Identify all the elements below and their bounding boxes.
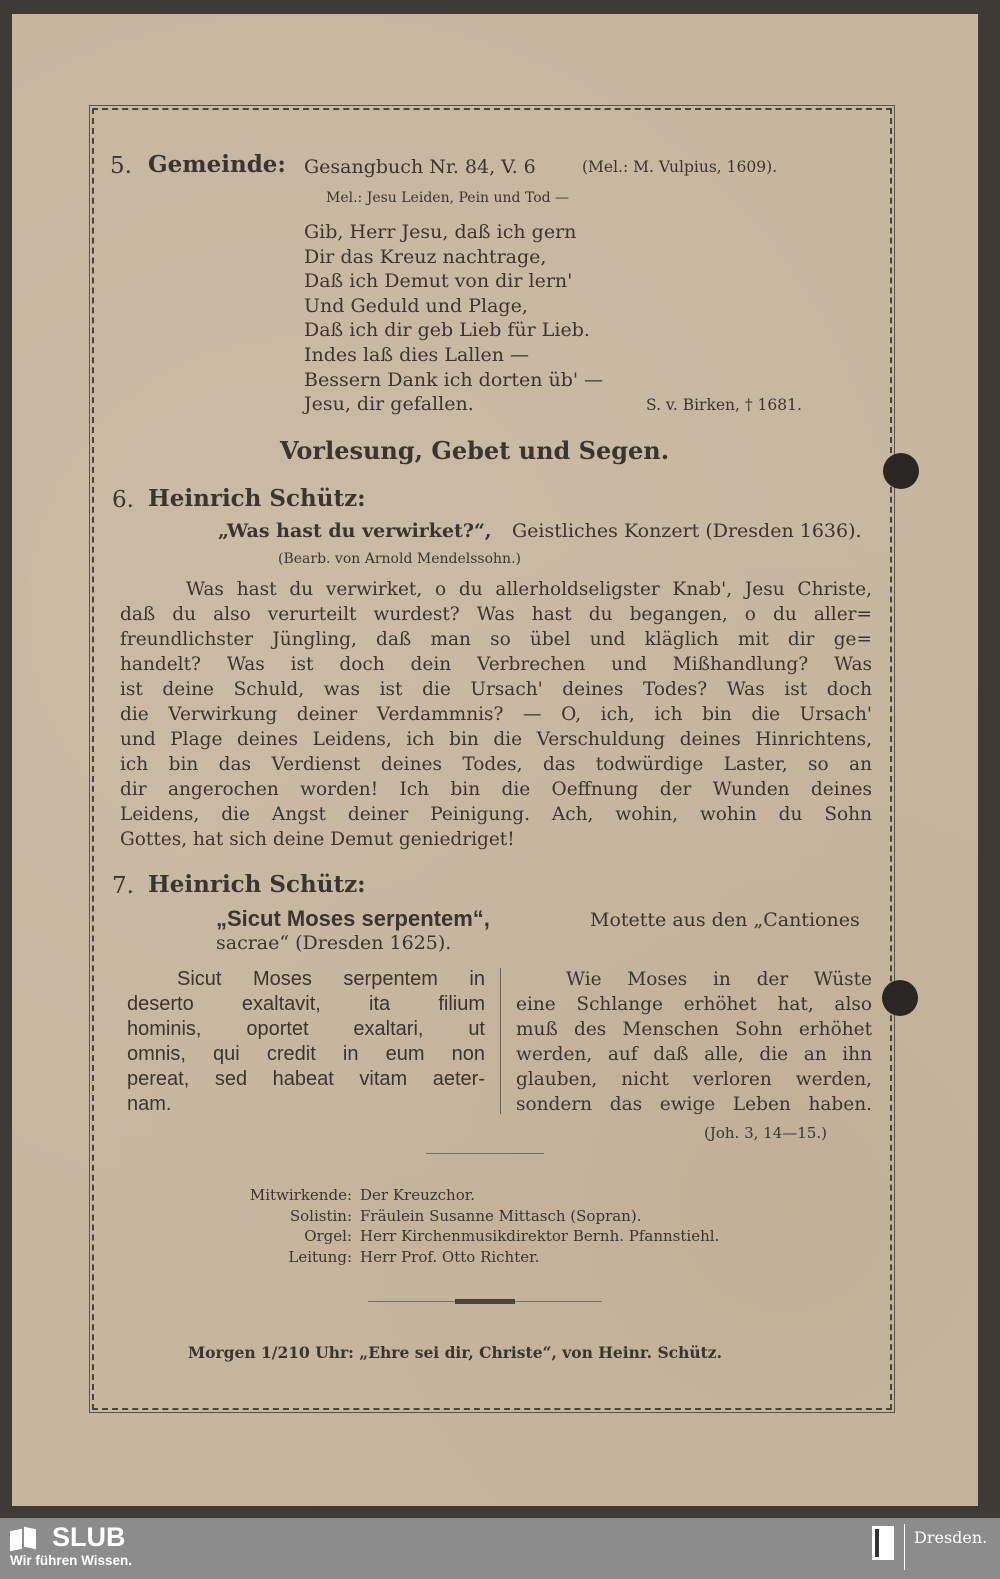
text-line: Was hast du verwirket, o du allerholdseligster Knab', Jesu Christe,	[186, 579, 872, 600]
section6-number: 6.	[112, 487, 134, 513]
section7-heading: Heinrich Schütz:	[148, 871, 366, 898]
text-line: hominis, oportet exaltari, ut	[127, 1018, 485, 1040]
hymn-author: S. v. Birken, † 1681.	[646, 396, 802, 414]
dresden-logo[interactable]: Dresden.	[914, 1528, 988, 1547]
credits	[150, 1185, 719, 1267]
text-line: nam.	[127, 1093, 172, 1115]
slub-logo[interactable]: SLUB	[52, 1522, 126, 1552]
credit-role: Orgel:	[304, 1227, 352, 1245]
divider	[426, 1153, 544, 1154]
credit-name: Herr Kirchenmusikdirektor Bernh. Pfannstiehl.	[360, 1227, 720, 1245]
credit-name: Herr Prof. Otto Richter.	[360, 1247, 540, 1266]
credit-row	[150, 1206, 719, 1227]
interlude-heading: Vorlesung, Gebet und Segen.	[280, 436, 670, 465]
section7-subtitle: Motette aus den „Cantiones	[590, 909, 860, 931]
text-line: die Verwirkung deiner Verdammnis? — O, ich, ich bin die Ursach'	[120, 704, 872, 725]
punch-hole	[882, 980, 918, 1016]
text-line: ich bin das Verdienst deines Todes, das todwürdige Laster, so an	[120, 754, 872, 775]
verse-line: Dir das Kreuz nachtrage,	[304, 245, 547, 268]
dresden-crest-icon	[872, 1526, 894, 1560]
credit-row	[150, 1226, 719, 1247]
text-line: dir angerochen worden! Ich bin die Oeffnung der Wunden deines	[120, 779, 872, 800]
text-line: pereat, sed habeat vitam aeter-	[127, 1068, 485, 1090]
text-line: Gottes, hat sich deine Demut geniedriget!	[120, 829, 515, 850]
verse-line: Bessern Dank ich dorten üb' —	[304, 368, 604, 391]
text-line: ist deine Schuld, was ist die Ursach' deines Todes? Was ist doch	[120, 679, 872, 700]
text-line: daß du also verurteilt wurdest? Was hast du begangen, o du aller=	[120, 604, 872, 625]
section6-arrangement: (Bearb. von Arnold Mendelssohn.)	[278, 551, 521, 567]
text-line: eine Schlange erhöhet hat, also	[516, 994, 872, 1015]
section7-number: 7.	[112, 873, 134, 899]
text-line: handelt? Was ist doch dein Verbrechen und Mißhandlung? Was	[120, 654, 872, 675]
section5-melody-credit: (Mel.: M. Vulpius, 1609).	[582, 158, 778, 176]
footer-bar	[0, 1518, 1000, 1579]
verse-line: Daß ich dir geb Lieb für Lieb.	[304, 319, 590, 342]
text-line: und Plage deines Leidens, ich bin die Verschuldung deines Hinrichtens,	[120, 729, 872, 750]
section6-heading: Heinrich Schütz:	[148, 485, 366, 512]
hymn-verse	[304, 220, 603, 417]
section5-heading: Gemeinde:	[148, 151, 286, 178]
slub-tagline: Wir führen Wissen.	[10, 1553, 133, 1568]
credit-row	[150, 1247, 719, 1268]
punch-hole	[883, 453, 919, 489]
footer-divider	[904, 1524, 905, 1570]
announcement: Morgen 1/210 Uhr: „Ehre sei dir, Christe“, von Heinr. Schütz.	[188, 1343, 723, 1362]
section6-title: „Was hast du verwirket?“,	[218, 520, 492, 542]
text-line: Sicut Moses serpentem in	[177, 968, 485, 990]
text-line: Leidens, die Angst deiner Peinigung. Ach, wohin, wohin du Sohn	[120, 804, 872, 825]
section5-melody: Mel.: Jesu Leiden, Pein und Tod —	[326, 190, 570, 206]
german-text	[516, 967, 872, 1117]
verse-line: Und Geduld und Plage,	[304, 294, 528, 317]
text-line: muß des Menschen Sohn erhöhet	[516, 1019, 872, 1040]
credit-role: Solistin:	[289, 1206, 352, 1225]
text-line: omnis, qui credit in eum non	[127, 1043, 485, 1065]
verse-line: Daß ich Demut von dir lern'	[304, 270, 573, 293]
text-line: deserto exaltavit, ita filium	[127, 993, 485, 1015]
column-divider	[500, 968, 501, 1114]
scripture-reference: (Joh. 3, 14—15.)	[704, 1124, 827, 1142]
section5-source: Gesangbuch Nr. 84, V. 6	[304, 156, 536, 178]
credit-name: Der Kreuzchor.	[360, 1186, 476, 1204]
credit-role: Mitwirkende:	[249, 1186, 352, 1204]
text-line: glauben, nicht verloren werden,	[516, 1069, 872, 1090]
verse-line: Jesu, dir gefallen.	[304, 393, 474, 416]
latin-text	[127, 967, 485, 1117]
text-line: werden, auf daß alle, die an ihn	[516, 1044, 872, 1065]
credit-name: Fräulein Susanne Mittasch (Sopran).	[360, 1206, 642, 1225]
section7-subtitle-cont: sacrae“ (Dresden 1625).	[216, 932, 452, 954]
text-line: sondern das ewige Leben haben.	[516, 1094, 872, 1115]
text-line: freundlichster Jüngling, daß man so übel und kläglich mit dir ge=	[120, 629, 872, 650]
book-icon	[10, 1526, 38, 1552]
credit-role: Leitung:	[288, 1247, 352, 1266]
section6-subtitle: Geistliches Konzert (Dresden 1636).	[512, 520, 862, 542]
text-line: Wie Moses in der Wüste	[566, 969, 872, 990]
ornament-bar	[455, 1299, 515, 1304]
verse-line: Indes laß dies Lallen —	[304, 343, 529, 366]
section7-title: „Sicut Moses serpentem“,	[216, 906, 490, 931]
credit-row	[150, 1185, 719, 1206]
section5-number: 5.	[110, 153, 132, 179]
verse-line: Gib, Herr Jesu, daß ich gern	[304, 221, 577, 243]
